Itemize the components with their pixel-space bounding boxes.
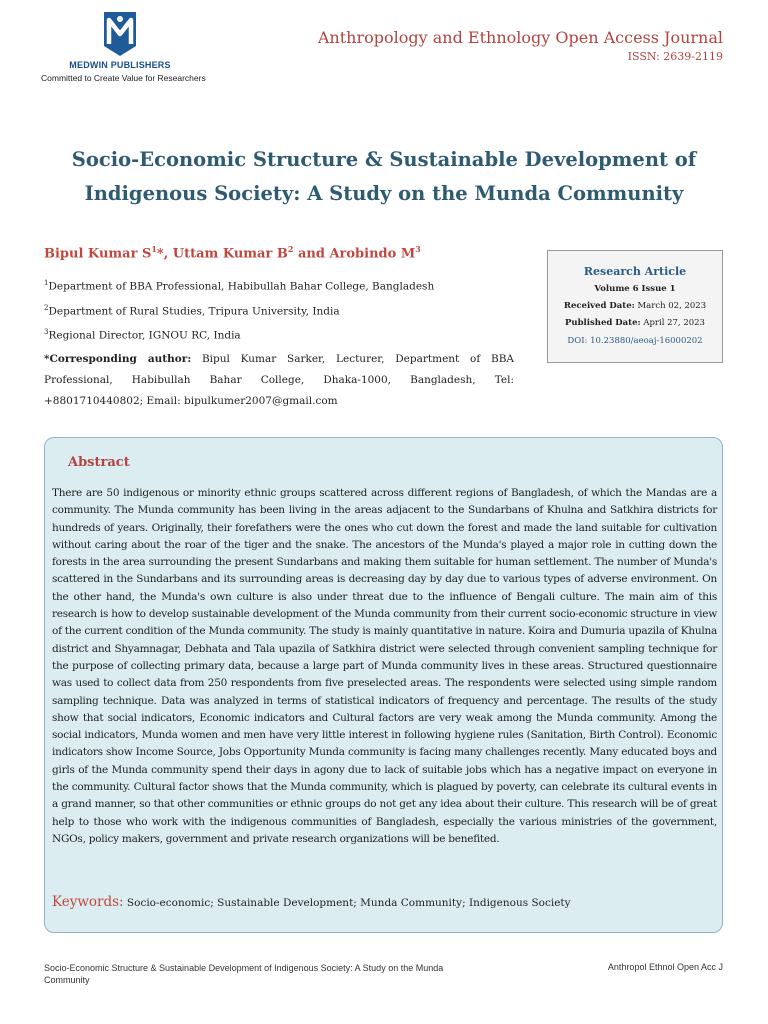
corresponding-author-text: Bipul Kumar Sarker, Lecturer, Department of BBA Professional, Habibullah Bahar College, Dhaka-1000, Bangladesh, Tel: +8801710440802; Email: bipulkumer2007@gmail.com [44, 353, 514, 407]
author-1-affil: 1 [151, 244, 157, 254]
journal-title: Anthropology and Ethnology Open Access Journal [317, 28, 723, 47]
footer-journal-abbrev: Anthropol Ethnol Open Acc J [607, 962, 723, 972]
affiliation-list [44, 273, 514, 347]
corresponding-author-label: *Corresponding author: [44, 353, 192, 365]
journal-issn: ISSN: 2639-2119 [627, 50, 723, 63]
article-title [60, 143, 708, 211]
publisher-tagline: Committed to Create Value for Researchers [41, 73, 206, 83]
article-title-line-1: Socio-Economic Structure & Sustainable Development of [71, 148, 697, 171]
author-1: Bipul Kumar S [44, 246, 152, 262]
affiliation-item: $^1$Department of BBA Professional, Habibullah Bahar College, Bangladesh [44, 279, 435, 293]
affiliation-item: $^2$Department of Rural Studies, Tripura University, India [44, 303, 340, 317]
journal-header [318, 28, 723, 63]
publisher-name: MEDWIN PUBLISHERS [69, 60, 171, 70]
article-info-box [547, 250, 723, 363]
affiliation-item: $^3$Regional Director, IGNOU RC, India [44, 328, 241, 342]
article-title-line-2: Indigenous Society: A Study on the Munda Community [84, 182, 684, 205]
author-2-affil: 2 [287, 244, 294, 254]
author-and: and [293, 246, 330, 262]
abstract-text: There are 50 indigenous or minority ethnic groups scattered across different regions of Bangladesh, of which the Mandas are a community. The Munda community has been living in the areas adjacent to the Sundarbans of Khulna and Satkhira districts for hundreds of years. Originally, their forefathers were the ones who cut down the forest and made the land suitable for cultivation without caring about the roar of the tiger and the snake. The ancestors of the Munda's played a major role in cutting down the forests in the area surrounding the present Sundarbans and making them suitable for human settlement. The number of Munda's scattered in the Sundarbans and its surrounding areas is decreasing day by day due to various types of adverse environment. On the other hand, the Munda's own culture is also under threat due to the influence of Bengali culture. The main aim of this research is how to develop sustainable development of the Munda community from their current socio-economic structure in view of the current condition of the Munda community. The study is mainly quantitative in nature. Koira and Dumuria upazila of Khulna district and Shyamnagar, Debhata and Tala upazila of Satkhira district were selected through convenient sampling technique for the purpose of collecting primary data, because a large part of Munda community lives in these areas. Structured questionnaire was used to collect data from 250 respondents from five preselected areas. The respondents were selected using simple random sampling technique. Data was analyzed in terms of statistical indicators of frequency and percentage. The results of the study show that social indicators, Economic indicators and Cultural factors are very weak among the Munda community. Among the social indicators, Munda women and men have very little interest in following hygiene rules (Sanitation, Birth Control). Economic indicators show Income Source, Jobs Opportunity Munda community is facing many challenges recently. Many educated boys and girls of the Munda community spend their days in agony due to lack of suitable jobs which has a negative impact on everyone in the community. Cultural factor shows that the Munda community, which is plagued by poverty, can celebrate its cultural events in a grand manner, so that other communities or ethnic groups do not get any idea about their culture. This research will be of great help to those who work with the indigenous communities of Bangladesh, especially the various ministries of the government, NGOs, policy makers, government and private research organizations will be benefited. [52, 487, 717, 845]
article-type: Research Article [583, 265, 687, 278]
author-3: Arobindo M [329, 246, 416, 262]
abstract-heading: Abstract [68, 455, 130, 470]
received-date: Received Date: March 02, 2023 [563, 301, 707, 311]
author-1-mark: *, [156, 246, 173, 262]
keywords [52, 891, 571, 910]
author-2: Uttam Kumar B [172, 246, 288, 262]
keywords-label: Keywords: [52, 894, 124, 910]
corresponding-author [44, 349, 514, 412]
author-3-affil: 3 [415, 244, 421, 254]
medwin-logo-icon [102, 10, 138, 58]
abstract-box [44, 437, 723, 933]
doi-link[interactable]: DOI: 10.23880/aeoaj-16000202 [567, 336, 703, 346]
footer-running-title: Socio-Economic Structure & Sustainable Development of Indigenous Society: A Study on the Munda Community [44, 963, 444, 985]
published-date: Published Date: April 27, 2023 [565, 318, 705, 328]
author-list [44, 244, 421, 261]
keywords-text: Socio-economic; Sustainable Development; Munda Community; Indigenous Society [123, 897, 571, 909]
volume-issue: Volume 6 Issue 1 [594, 284, 676, 294]
